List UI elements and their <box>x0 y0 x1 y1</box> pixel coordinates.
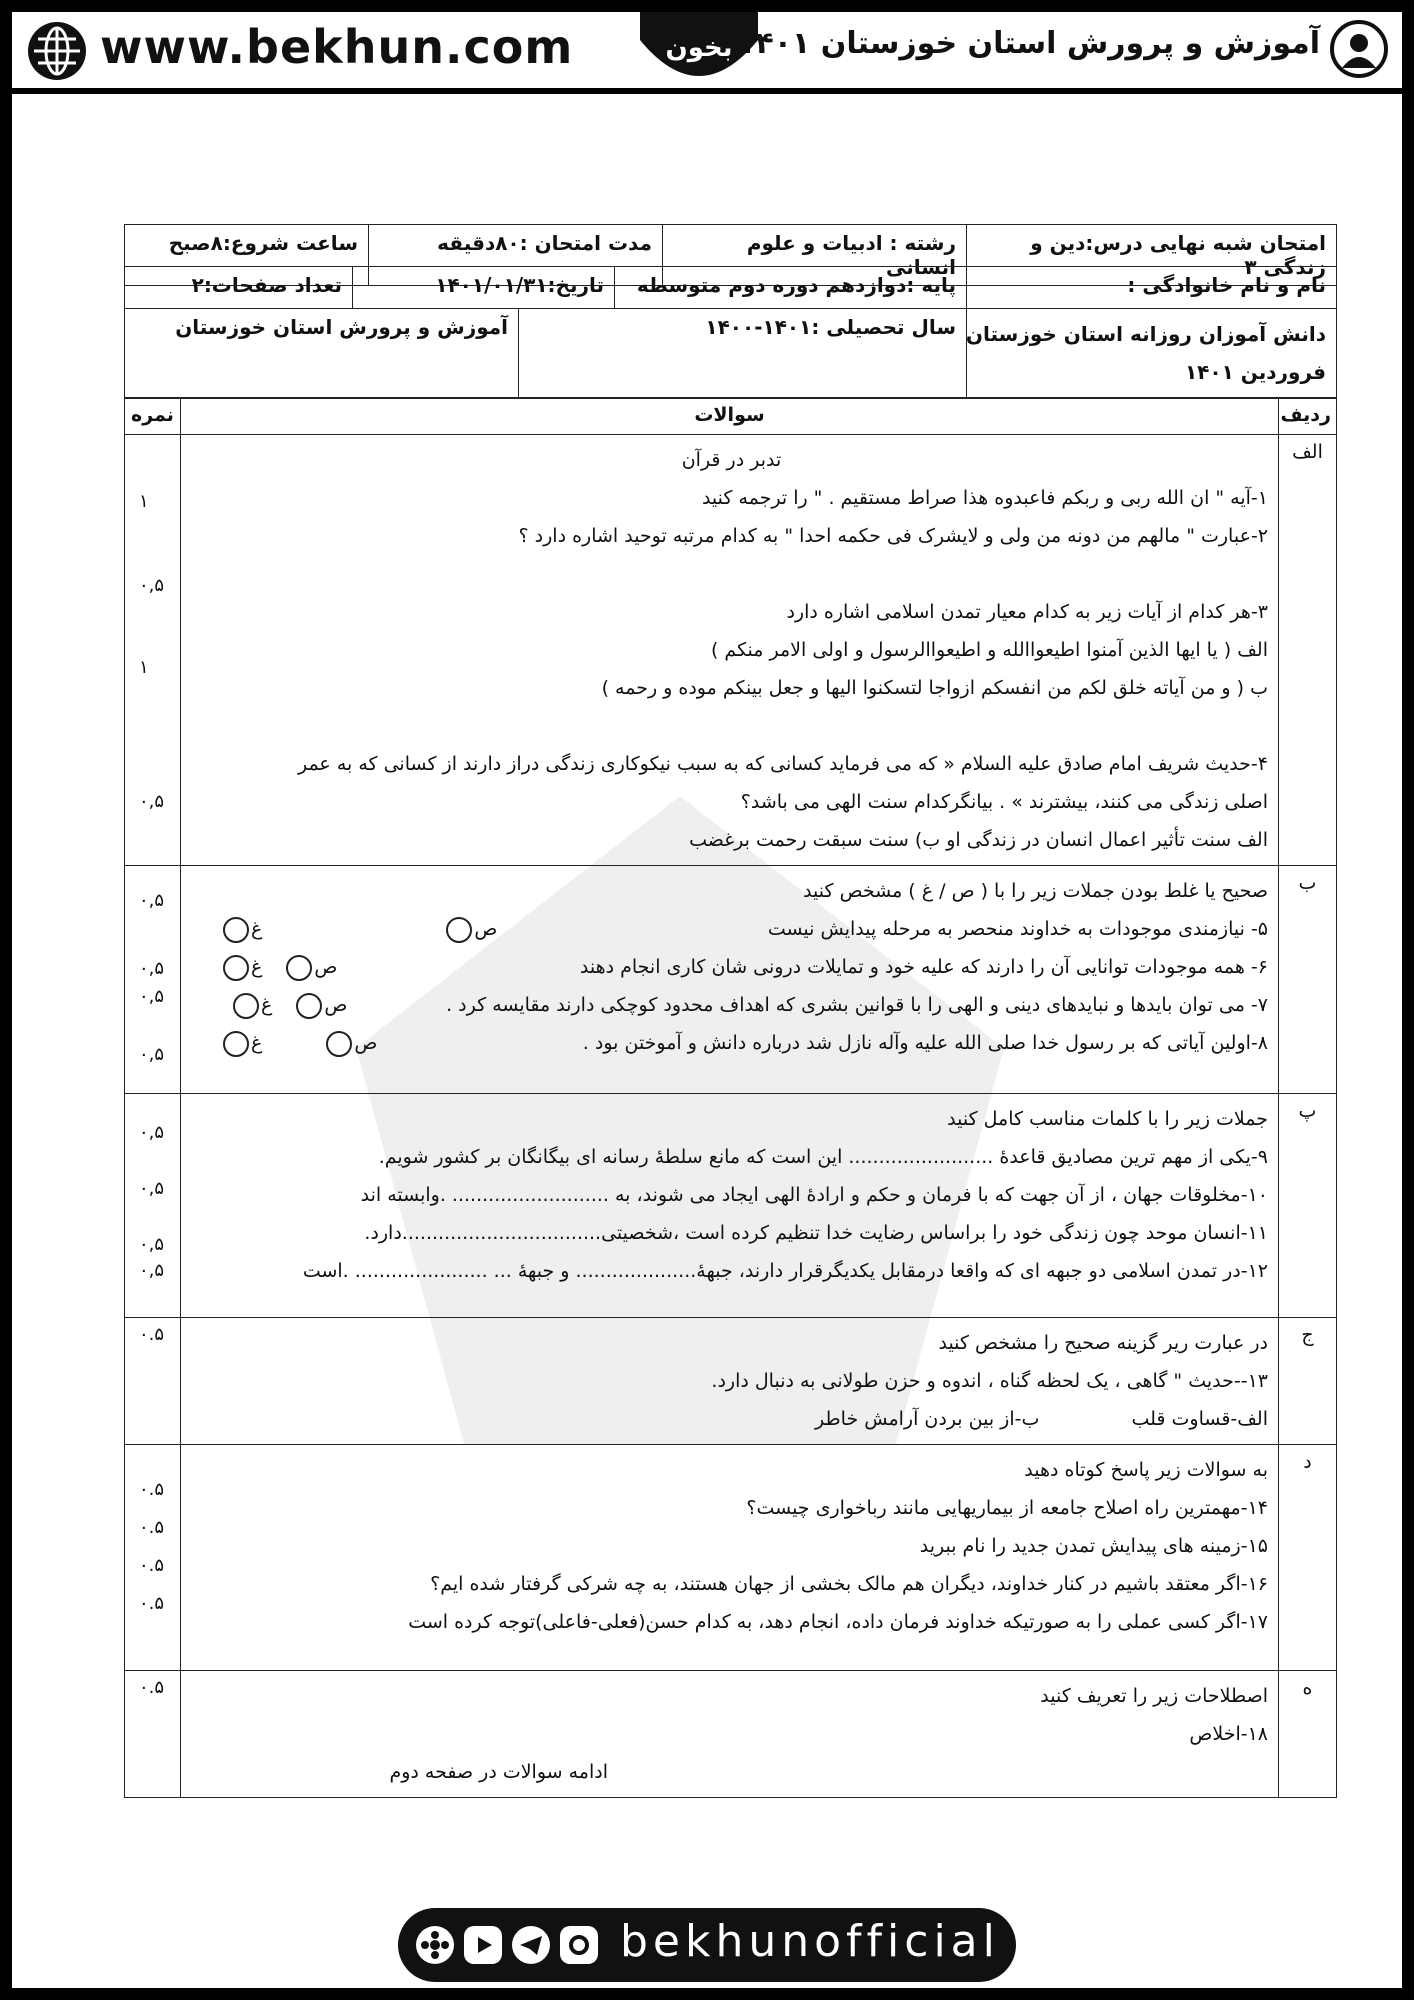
question-16: ۱۶-اگر معتقد باشیم در کنار خداوند، دیگران هم مالک بخشی از جهان هستند، به چه شرکی گرفتار شده ایم؟ <box>430 1573 1268 1595</box>
question-3b: ب ( و من آیاته خلق لکم من انفسکم ازواجا لتسکنوا الیها و جعل بینکم موده و رحمه ) <box>601 677 1268 699</box>
score: ۰.۵ <box>139 1593 165 1614</box>
user-icon <box>1330 20 1388 78</box>
question-15: ۱۵-زمینه های پیدایش تمدن جدید را نام ببرید <box>919 1535 1268 1557</box>
score: ۰,۵ <box>139 791 165 812</box>
true-false-options: ص غ <box>231 986 363 1024</box>
question-13: ۱۳--حدیث " گاهی ، یک لحظه گناه ، اندوه و حزن طولانی به دنبال دارد. <box>711 1370 1268 1392</box>
section-scores <box>125 1445 181 1671</box>
instagram-icon[interactable] <box>560 1926 598 1964</box>
continue-note: ادامه سوالات در صفحه دوم <box>389 1761 608 1783</box>
true-radio[interactable] <box>446 917 472 943</box>
globe-icon <box>28 22 86 80</box>
score: ۰.۵ <box>139 1324 165 1345</box>
false-radio[interactable] <box>223 917 249 943</box>
score: ۰,۵ <box>139 1122 165 1143</box>
question-4-line1: ۴-حدیث شریف امام صادق علیه السلام « که می فرماید کسانی که به سبب نیکوکاری زندگی دراز دارند از کسانی که به عمر <box>297 753 1268 775</box>
social-handle[interactable]: bekhunofficial <box>620 1916 1000 1967</box>
score: ۰.۵ <box>139 1555 165 1576</box>
section-content <box>181 435 1279 866</box>
question-1: ۱-آیه " ان الله ربی و ربکم فاعبدوه هذا صراط مستقیم . " را ترجمه کنید <box>701 487 1268 509</box>
question-12: ۱۲-در تمدن اسلامی دو جبهه ای که واقعا درمقابل یکدیگرقرار دارند، جبهۀ.................... و جبهۀ ... ...................... .است <box>302 1260 1268 1282</box>
exam-grade: پایه :دوازدهم دوره دوم متوسطه <box>615 267 967 309</box>
section-label: د <box>1279 1445 1337 1671</box>
section-scores <box>125 435 181 866</box>
question-2: ۲-عبارت " مالهم من دونه من ولی و لایشرک فی حکمه احدا " به کدام مرتبه توحید اشاره دارد ؟ <box>518 525 1268 547</box>
section-label: پ <box>1279 1094 1337 1318</box>
exam-title: امتحان شبه نهایی درس:دین و زندگی ۳ <box>967 225 1337 286</box>
section-jim <box>125 1318 1337 1445</box>
logo-text: بخون <box>665 33 733 63</box>
question-9: ۹-یکی از مهم ترین مصادیق قاعدۀ ........................ این است که مانع سلطۀ رسانه ای بیگانگان بر کشور شویم. <box>378 1146 1268 1168</box>
exam-students: دانش آموزان روزانه استان خوزستان فروردین ۱۴۰۱ <box>967 309 1337 398</box>
question-4-options: الف سنت تأثیر اعمال انسان در زندگی او ب) سنت سبقت رحمت برغضب <box>689 829 1268 851</box>
section-dal <box>125 1445 1337 1671</box>
score: ۱ <box>139 657 149 678</box>
section-title: جملات زیر را با کلمات مناسب کامل کنید <box>947 1108 1268 1130</box>
section-alef <box>125 435 1337 866</box>
section-be <box>125 866 1337 1094</box>
score: ۰,۵ <box>139 890 165 911</box>
score: ۰,۵ <box>139 958 165 979</box>
exam-year: سال تحصیلی :۱۴۰۱-۱۴۰۰ <box>519 309 967 398</box>
option-b: ب-از بین بردن آرامش خاطر <box>815 1408 1040 1430</box>
score: ۰,۵ <box>139 575 165 596</box>
question-3: ۳-هر کدام از آیات زیر به کدام معیار تمدن اسلامی اشاره دارد <box>786 601 1268 623</box>
score: ۰,۵ <box>139 1178 165 1199</box>
header-title: آموزش و پرورش استان خوزستان ۱۴۰۱ <box>737 26 1320 61</box>
header-score-label: نمره <box>125 399 181 435</box>
question-13-options <box>195 1400 1268 1438</box>
section-scores <box>125 1318 181 1445</box>
score: ۰.۵ <box>139 1677 165 1698</box>
section-content <box>181 1445 1279 1671</box>
film-reel-icon[interactable] <box>416 1926 454 1964</box>
exam-start: ساعت شروع:۸صبح <box>125 225 369 286</box>
section-label: ه <box>1279 1671 1337 1798</box>
section-scores <box>125 1094 181 1318</box>
false-radio[interactable] <box>233 993 259 1019</box>
section-title: صحیح یا غلط بودن جملات زیر را با ( ص / غ ) مشخص کنید <box>803 880 1268 902</box>
true-radio[interactable] <box>286 955 312 981</box>
option-a: الف-قساوت قلب <box>1131 1408 1268 1430</box>
section-title: در عبارت ریر گزینه صحیح را مشخص کنید <box>938 1332 1268 1354</box>
true-radio[interactable] <box>326 1031 352 1057</box>
question-5: ۵- نیازمندی موجودات به خداوند منحصر به مرحله پیدایش نیست <box>767 918 1268 940</box>
exam-pages: تعداد صفحات:۲ <box>125 267 353 309</box>
exam-field: رشته : ادبیات و علوم انسانی <box>663 225 967 286</box>
true-radio[interactable] <box>296 993 322 1019</box>
question-7: ۷- می توان بایدها و نبایدهای دینی و الهی را با قوانین بشری که اهداف محدود کوچکی دارند مقایسه کرد . <box>446 994 1268 1016</box>
questions-header-row <box>125 399 1337 435</box>
section-content <box>181 1318 1279 1445</box>
footer-social-bar <box>398 1908 1016 1982</box>
section-title: تدبر در قرآن <box>681 449 782 471</box>
exam-org: آموزش و پرورش استان خوزستان <box>125 309 519 398</box>
section-title: اصطلاحات زیر را تعریف کنید <box>1040 1685 1268 1707</box>
section-label: الف <box>1279 435 1337 866</box>
section-scores <box>125 866 181 1094</box>
question-11: ۱۱-انسان موحد چون زندگی خود را براساس رضایت خدا تنظیم کرده است ،شخصیتی.................................دارد. <box>364 1222 1268 1244</box>
true-false-options: ص غ <box>221 1024 393 1062</box>
question-6: ۶- همه موجودات توانایی آن را دارند که علیه خود و تمایلات درونی شان کاری انجام دهند <box>579 956 1268 978</box>
score: ۰.۵ <box>139 1479 165 1500</box>
section-he <box>125 1671 1337 1798</box>
site-url[interactable]: www.bekhun.com <box>100 20 574 74</box>
section-content <box>181 1671 1279 1798</box>
question-10: ۱۰-مخلوقات جهان ، از آن جهت که با فرمان و حکم و ارادۀ الهی ایجاد می شوند، به .......................... .وابسته اند <box>360 1184 1268 1206</box>
section-title: به سوالات زیر پاسخ کوتاه دهید <box>1024 1459 1268 1481</box>
score: ۰,۵ <box>139 986 165 1007</box>
question-18: ۱۸-اخلاص <box>1189 1723 1268 1745</box>
question-4-line2: اصلی زندگی می کنند، بیشترند » . بیانگرکدام سنت الهی می باشد؟ <box>740 791 1268 813</box>
section-content <box>181 1094 1279 1318</box>
true-false-options: ص غ <box>221 948 353 986</box>
section-pe <box>125 1094 1337 1318</box>
telegram-icon[interactable] <box>512 1926 550 1964</box>
question-17: ۱۷-اگر کسی عملی را به صورتیکه خداوند فرمان داده، انجام دهد، به کدام حسن(فعلی-فاعلی)توجه کرده است <box>408 1611 1268 1633</box>
score: ۰,۵ <box>139 1260 165 1281</box>
exam-date: تاریخ:۱۴۰۱/۰۱/۳۱ <box>353 267 615 309</box>
exam-info-row3 <box>124 308 1337 398</box>
youtube-icon[interactable] <box>464 1926 502 1964</box>
score: ۰,۵ <box>139 1234 165 1255</box>
exam-duration: مدت امتحان :۸۰دقیقه <box>369 225 663 286</box>
false-radio[interactable] <box>223 955 249 981</box>
question-3a: الف ( یا ایها الذین آمنوا اطیعواالله و اطیعواالرسول و اولی الامر منکم ) <box>710 639 1268 661</box>
section-label: ب <box>1279 866 1337 1094</box>
questions-table <box>124 398 1337 1798</box>
true-false-options: ص غ <box>221 910 513 948</box>
section-label: ج <box>1279 1318 1337 1445</box>
false-radio[interactable] <box>223 1031 249 1057</box>
score: ۰.۵ <box>139 1517 165 1538</box>
student-name-label: نام و نام خانوادگی : <box>967 267 1337 309</box>
exam-info-row2 <box>124 266 1337 309</box>
header-questions-label: سوالات <box>181 399 1279 435</box>
question-8: ۸-اولین آیاتی که بر رسول خدا صلی الله علیه وآله نازل شد درباره دانش و آموختن بود . <box>582 1032 1268 1054</box>
score: ۱ <box>139 491 149 512</box>
score: ۰,۵ <box>139 1044 165 1065</box>
question-14: ۱۴-مهمترین راه اصلاح جامعه از بیماریهایی مانند رباخواری چیست؟ <box>746 1497 1268 1519</box>
section-scores <box>125 1671 181 1798</box>
section-content <box>181 866 1279 1094</box>
header-divider <box>12 88 1402 94</box>
top-header <box>12 12 1402 88</box>
header-row-label: ردیف <box>1279 399 1337 435</box>
